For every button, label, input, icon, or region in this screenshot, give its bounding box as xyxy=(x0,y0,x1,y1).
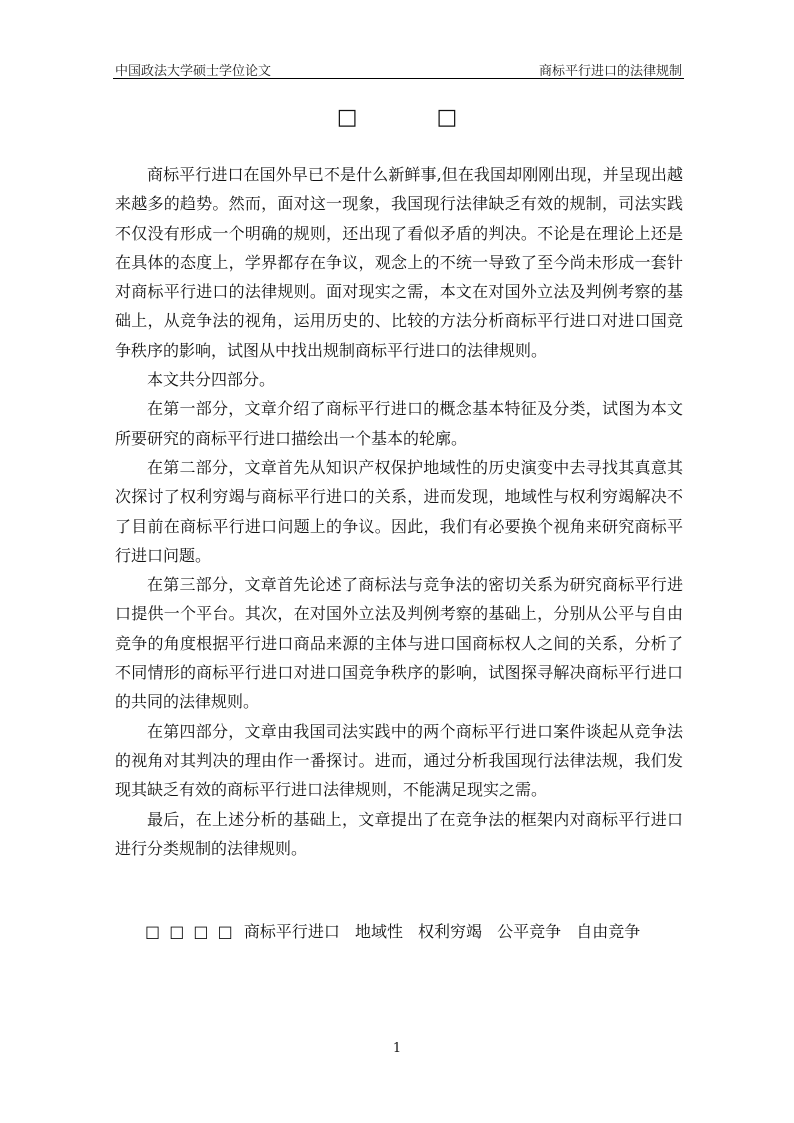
paragraph: 在第一部分，文章介绍了商标平行进口的概念基本特征及分类，试图为本文所要研究的商标平行进口描绘出一个基本的轮廓。 xyxy=(115,399,683,448)
header-thesis-title: 商标平行进口的法律规制 xyxy=(538,64,682,79)
abstract-body xyxy=(115,160,683,863)
running-header xyxy=(115,60,682,78)
paragraph: 最后，在上述分析的基础上，文章提出了在竞争法的框架内对商标平行进口进行分类规制的法律规则。 xyxy=(115,809,683,858)
keywords-line xyxy=(145,919,650,942)
paragraph: 在第四部分，文章由我国司法实践中的两个商标平行进口案件谈起从竞争法的视角对其判决的理由作一番探讨。进而，通过分析我国现行法律法规，我们发现其缺乏有效的商标平行进口法律规则，不能满足现实之需。 xyxy=(115,721,683,800)
header-thesis-label: 中国政法大学硕士学位论文 xyxy=(115,64,272,79)
paragraph: 在第二部分，文章首先从知识产权保护地域性的历史演变中去寻找其真意其次探讨了权利穷竭与商标平行进口的关系，进而发现，地域性与权利穷竭解决不了目前在商标平行进口问题上的争议。因此，我们有必要换个视角来研究商标平行进口问题。 xyxy=(115,457,683,565)
paragraph: 商标平行进口在国外早已不是什么新鲜事,但在我国却刚刚出现，并呈现出越来越多的趋势。然而，面对这一现象，我国现行法律缺乏有效的规制，司法实践不仅没有形成一个明确的规则，还出现了看似矛盾的判决。不论是在理论上还是在具体的态度上，学界都存在争议，观念上的不统一导致了至今尚未形成一套针对商标平行进口的法律规则。面对现实之需，本文在对国外立法及判例考察的基础上，从竞争法的视角，运用历史的、比较的方法分析商标平行进口对进口国竞争秩序的影响，试图从中找出规制商标平行进口的法律规则。 xyxy=(115,165,683,360)
paragraph: 在第三部分，文章首先论述了商标法与竞争法的密切关系为研究商标平行进口提供一个平台。其次，在对国外立法及判例考察的基础上，分别从公平与自由竞争的角度根据平行进口商品来源的主体与进口国商标权人之间的关系，分析了不同情形的商标平行进口对进口国竞争秩序的影响，试图探寻解决商标平行进口的共同的法律规则。 xyxy=(115,575,683,712)
header-divider xyxy=(113,78,684,79)
keywords-label: □ □ □ □ xyxy=(145,922,235,941)
page-number: 1 xyxy=(392,1041,402,1056)
section-title: □ □ xyxy=(336,105,494,130)
keyword: 地域性 xyxy=(354,922,403,941)
keyword: 权利穷竭 xyxy=(418,922,483,941)
keyword: 公平竞争 xyxy=(497,922,562,941)
keyword: 自由竞争 xyxy=(576,922,641,941)
paragraph: 本文共分四部分。 xyxy=(147,370,276,390)
keyword: 商标平行进口 xyxy=(243,922,340,941)
